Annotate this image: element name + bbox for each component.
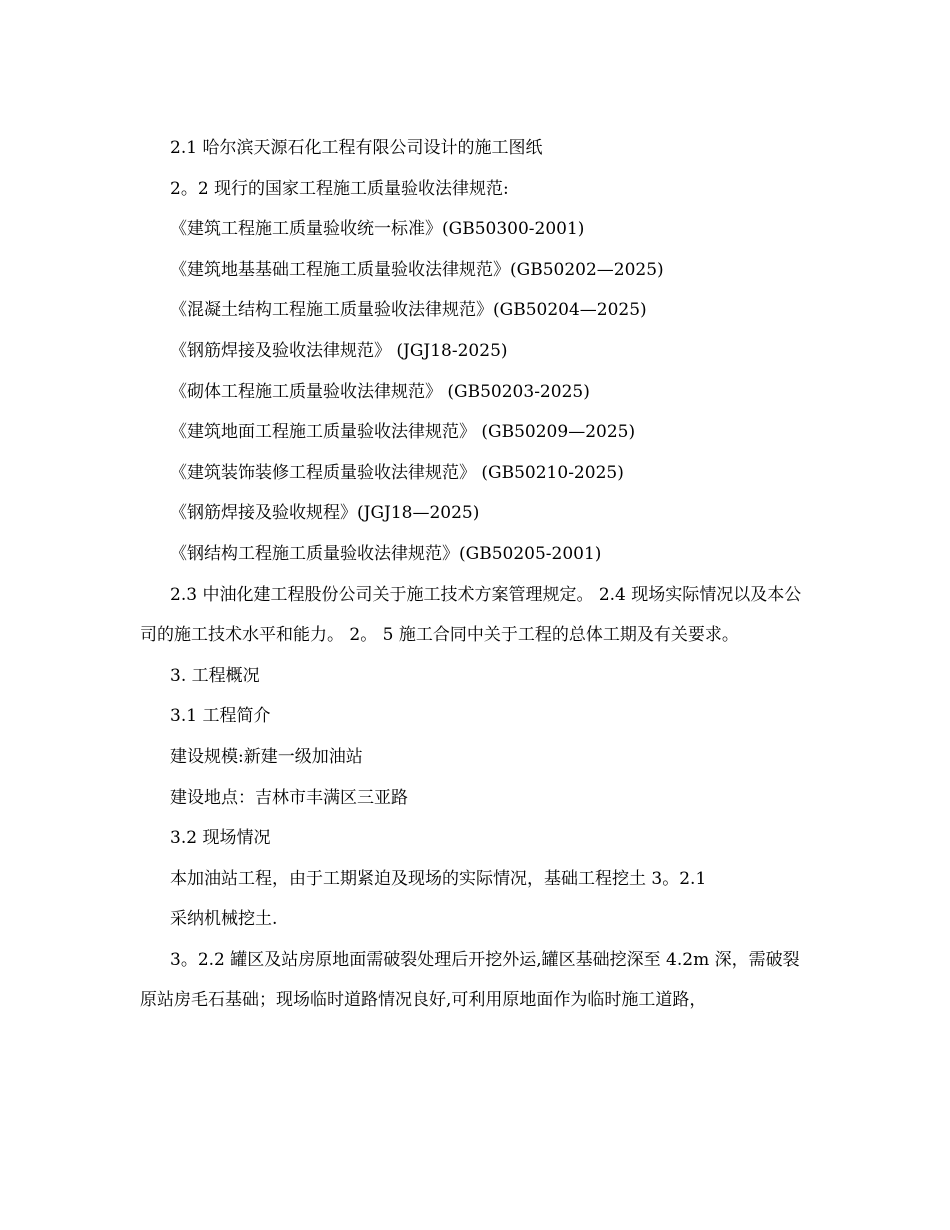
- standard-item: 《建筑地面工程施工质量验收法律规范》 (GB50209—2025): [170, 422, 636, 443]
- standard-item: 《钢筋焊接及验收规程》(JGJ18—2025): [170, 503, 480, 524]
- standard-item: 《建筑工程施工质量验收统一标准》(GB50300-2001): [170, 219, 585, 240]
- paragraph-site-conditions: 本加油站工程，由于工期紧迫及现场的实际情况，基础工程挖土 3。2.1: [170, 868, 707, 889]
- paragraph-construction-scale: 建设规模:新建一级加油站: [170, 746, 363, 767]
- standard-item: 《砌体工程施工质量验收法律规范》 (GB50203-2025): [170, 381, 590, 402]
- paragraph-national-standards: 2。2 现行的国家工程施工质量验收法律规范:: [170, 178, 509, 199]
- subsection-heading-site-conditions: 3.2 现场情况: [170, 828, 271, 849]
- standard-item: 《钢结构工程施工质量验收法律规范》(GB50205-2001): [170, 543, 602, 564]
- paragraph-mechanical-excavation: 采纳机械挖土.: [170, 909, 278, 930]
- section-heading-project-overview: 3. 工程概况: [170, 665, 260, 686]
- standard-item: 《混凝土结构工程施工质量验收法律规范》(GB50204—2025): [170, 300, 647, 321]
- paragraph-tank-area: 3。2.2 罐区及站房原地面需破裂处理后开挖外运,罐区基础挖深至 4.2m 深，需破裂原站房毛石基础；现场临时道路情况良好,可利用原地面作为临时施工道路，: [140, 949, 800, 1011]
- paragraph-construction-location: 建设地点：吉林市丰满区三亚路: [170, 787, 408, 808]
- standard-item: 《建筑地基基础工程施工质量验收法律规范》(GB50202—2025): [170, 259, 664, 280]
- subsection-heading-project-intro: 3.1 工程简介: [170, 706, 271, 727]
- document-body: [140, 128, 812, 1021]
- paragraph-design-drawings: 2.1 哈尔滨天源石化工程有限公司设计的施工图纸: [170, 138, 543, 158]
- paragraph-technical-rules: 2.3 中油化建工程股份公司关于施工技术方案管理规定。 2.4 现场实际情况以及本公司的施工技术水平和能力。 2。 5 施工合同中关于工程的总体工期及有关要求。: [140, 584, 802, 646]
- standard-item: 《建筑装饰装修工程质量验收法律规范》 (GB50210-2025): [170, 462, 624, 483]
- standard-item: 《钢筋焊接及验收法律规范》 (JGJ18-2025): [170, 340, 508, 361]
